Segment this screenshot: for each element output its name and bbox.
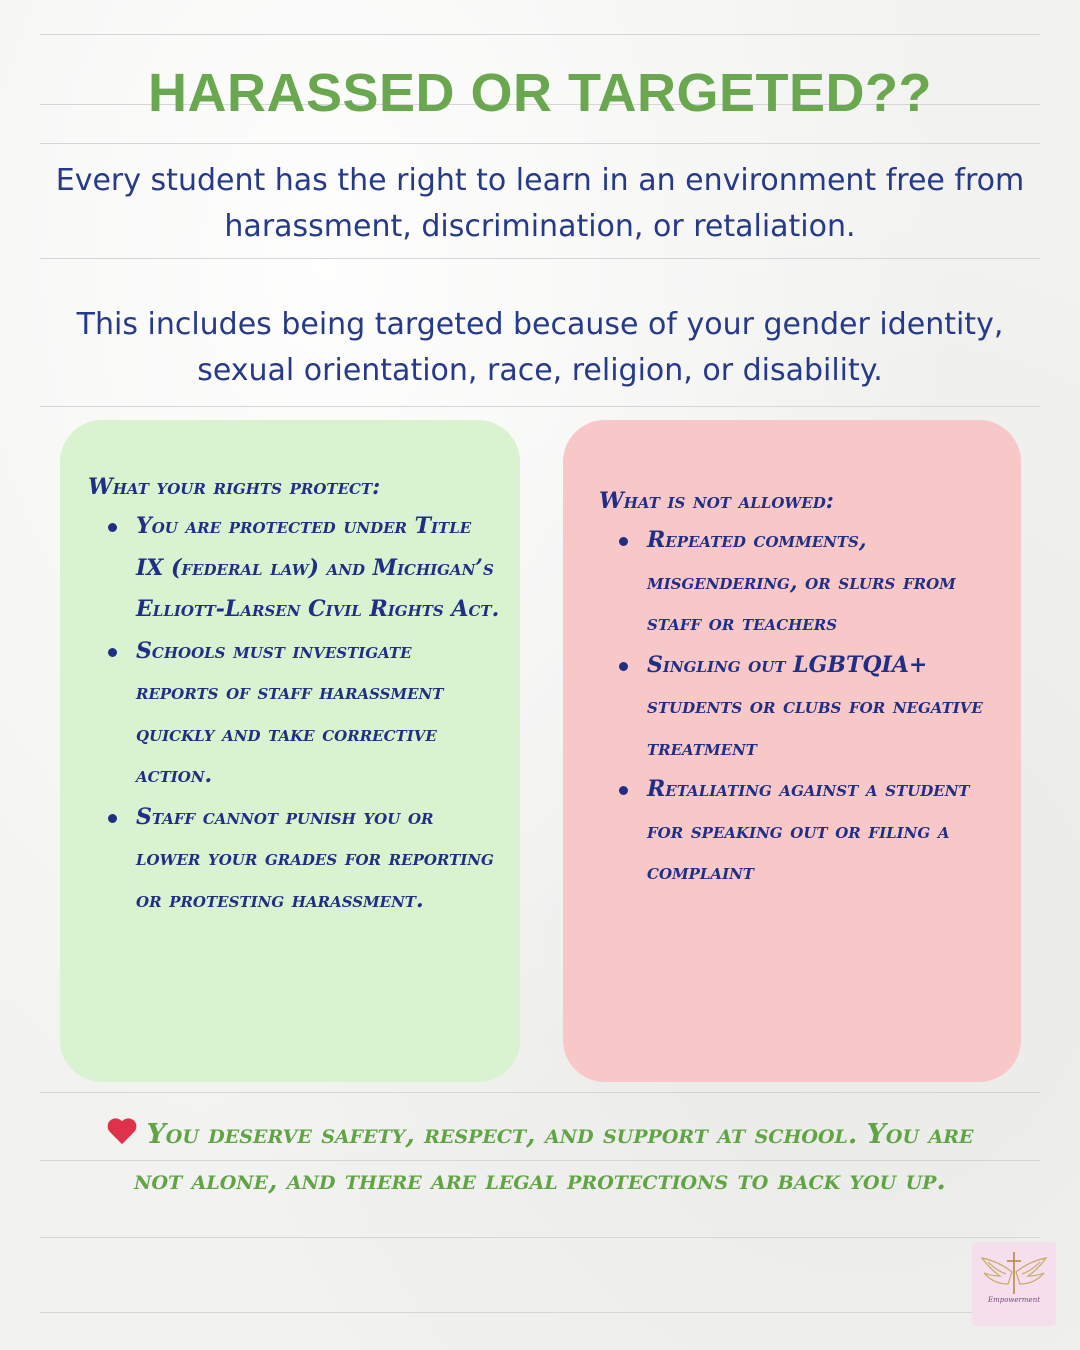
list-item: You are protected under Title IX (federal law) and Michigan’s Elliott-Larsen Civil Rights Act. <box>88 506 500 631</box>
paper-rule <box>40 1237 1040 1238</box>
winged-cross-icon <box>972 1242 1056 1326</box>
paper-rule <box>40 34 1040 35</box>
page-title: HARASSED OR TARGETED?? <box>147 63 932 123</box>
closing-message <box>100 1112 980 1204</box>
intro-paragraph-targeted: This includes being targeted because of your gender identity, sexual orientation, race, religion, or disability. <box>76 307 1004 388</box>
brand-logo <box>972 1242 1056 1326</box>
list-item: Retaliating against a student for speaking out or filing a complaint <box>599 769 1001 894</box>
bullet-icon <box>108 648 117 657</box>
paper-rule <box>40 1092 1040 1093</box>
intro-paragraph-rights: Every student has the right to learn in an environment free from harassment, discrimination, or retaliation. <box>55 163 1025 244</box>
bullet-icon <box>619 662 628 671</box>
paper-rule <box>40 1312 1040 1313</box>
not-allowed-card <box>563 420 1021 1082</box>
rights-list <box>88 506 500 921</box>
closing-text: You deserve safety, respect, and support at school. You are not alone, and there are legal protections to back you up. <box>134 1119 974 1196</box>
heart-icon <box>107 1119 137 1146</box>
not-allowed-card-heading: What is not allowed: <box>599 488 834 514</box>
paper-rule <box>40 143 1040 144</box>
not-allowed-list <box>599 520 1001 894</box>
rights-card-heading: What your rights protect: <box>88 474 381 500</box>
bullet-icon <box>619 786 628 795</box>
bullet-icon <box>108 523 117 532</box>
bullet-icon <box>619 537 628 546</box>
list-item: Singling out LGBTQIA+ students or clubs for negative treatment <box>599 645 1001 770</box>
list-item: Repeated comments, misgendering, or slurs from staff or teachers <box>599 520 1001 645</box>
rights-card <box>60 420 520 1082</box>
list-item: Staff cannot punish you or lower your grades for reporting or protesting harassment. <box>88 797 500 922</box>
paper-rule <box>40 258 1040 259</box>
logo-wordmark: Empowerment <box>987 1296 1041 1304</box>
list-item: Schools must investigate reports of staff harassment quickly and take corrective action. <box>88 631 500 797</box>
paper-rule <box>40 406 1040 407</box>
bullet-icon <box>108 814 117 823</box>
